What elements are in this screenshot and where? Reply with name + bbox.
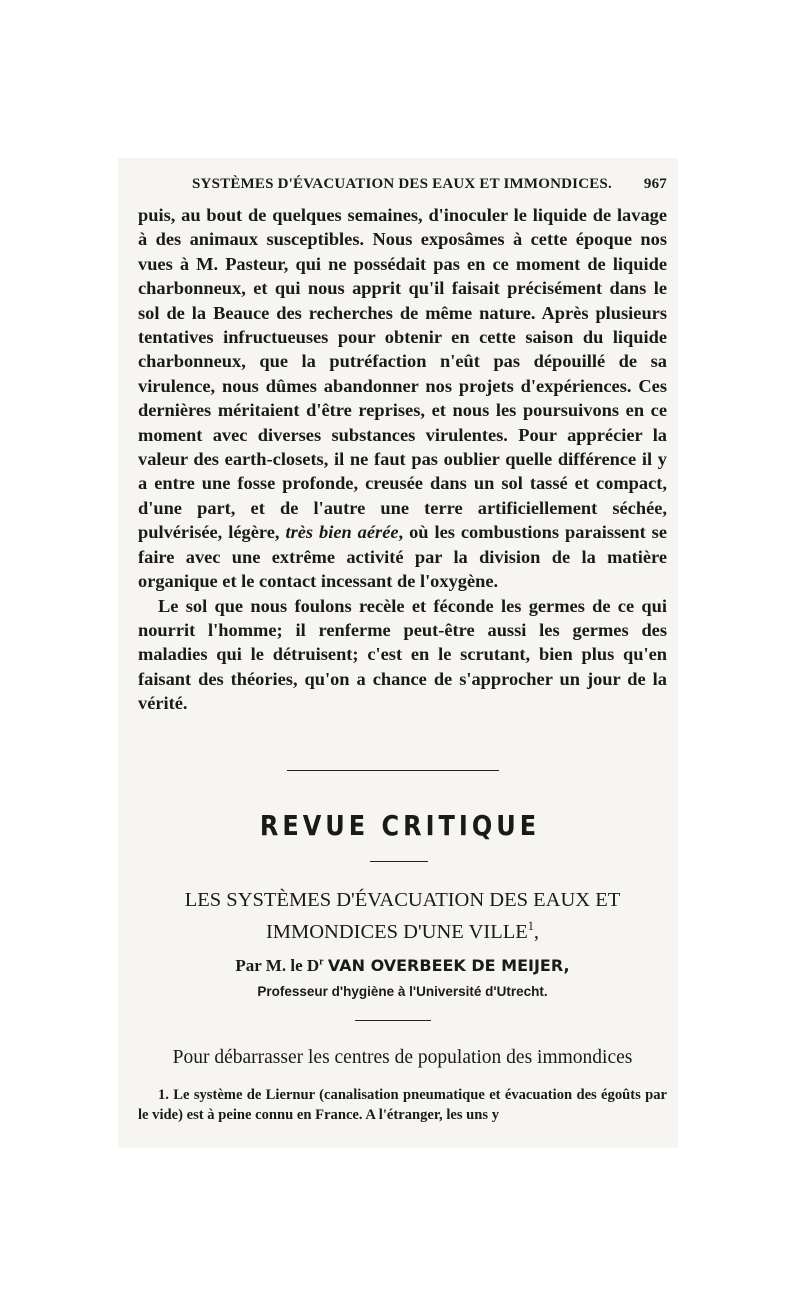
- footnote: [138, 1085, 667, 1125]
- section-title: REVUE CRITIQUE: [259, 809, 541, 843]
- byline: [138, 956, 667, 976]
- article-title-text: IMMONDICES D'UNE VILLE: [265, 921, 528, 943]
- article-title-line-1: LES SYSTÈMES D'ÉVACUATION DES EAUX ET: [184, 889, 621, 911]
- footnote-marker: 1: [527, 919, 534, 934]
- paragraph-2: Le sol que nous foulons recèle et féconde les germes de ce qui nourrit l'homme; il renferme peut-être aussi les germes des maladies qui le détruisent; c'est en le scrutant, bien plus qu'en faisant des théories, qu'on a chance de s'approcher un jour de la vérité.: [138, 595, 667, 714]
- paragraph-1-part-2: , où les combustions paraissent se faire avec une extrême activité par la division de la matière organique et le contact incessant de l'oxygène.: [138, 522, 667, 592]
- article-intro: Pour débarrasser les centres de population des immondices: [172, 1047, 633, 1068]
- page-number: 967: [643, 176, 667, 192]
- footnote-number: 1.: [158, 1087, 169, 1103]
- running-head-title: SYSTÈMES D'ÉVACUATION DES EAUX ET IMMONDICES.: [192, 176, 612, 192]
- footnote-paragraph: [138, 1085, 667, 1125]
- paragraph-1-italic: très bien aérée: [285, 522, 399, 543]
- title-rule: [370, 861, 428, 862]
- byline-rule: [355, 1020, 431, 1021]
- article-title-suffix: ,: [533, 921, 540, 943]
- separator-rule: [287, 770, 499, 771]
- paragraph-1: [138, 203, 667, 594]
- byline-title-sup: r: [319, 956, 324, 968]
- author-name: VAN OVERBEEK DE MEIJER,: [327, 956, 570, 975]
- article-title: [138, 884, 667, 948]
- author-affiliation: Professeur d'hygiène à l'Université d'Utrecht.: [257, 984, 548, 999]
- byline-prefix: Par M. le D: [235, 956, 320, 975]
- footnote-text: Le système de Liernur (canalisation pneumatique et évacuation des égoûts par le vide) est à peine connu en France. A l'étranger, les uns y: [138, 1087, 667, 1123]
- paragraph-1-part-1: puis, au bout de quelques semaines, d'inoculer le liquide de lavage à des animaux susceptibles. Nous exposâmes à cette époque nos vues à M. Pasteur, qui ne possédait pas en ce moment de liquide charbonneux, et qui nous apprit qu'il faisait précisément dans le sol de la Beauce des recherches de même nature. Après plusieurs tentatives infructueuses pour obtenir en cette saison du liquide charbonneux, que la putréfaction n'eût pas dépouillé de sa virulence, nous dûmes abandonner nos projets d'expériences. Ces dernières méritaient d'être reprises, et nous les poursuivons en ce moment avec diverses substances virulentes. Pour apprécier la valeur des earth-closets, il ne faut pas oublier quelle différence il y a entre une fosse profonde, creusée dans un sol tassé et compact, d'une part, et de l'autre une terre artificiellement séchée, pulvérisée, légère,: [138, 205, 667, 543]
- article-title-line-2: [138, 916, 667, 948]
- body-text: [138, 203, 667, 716]
- running-head: [192, 176, 667, 193]
